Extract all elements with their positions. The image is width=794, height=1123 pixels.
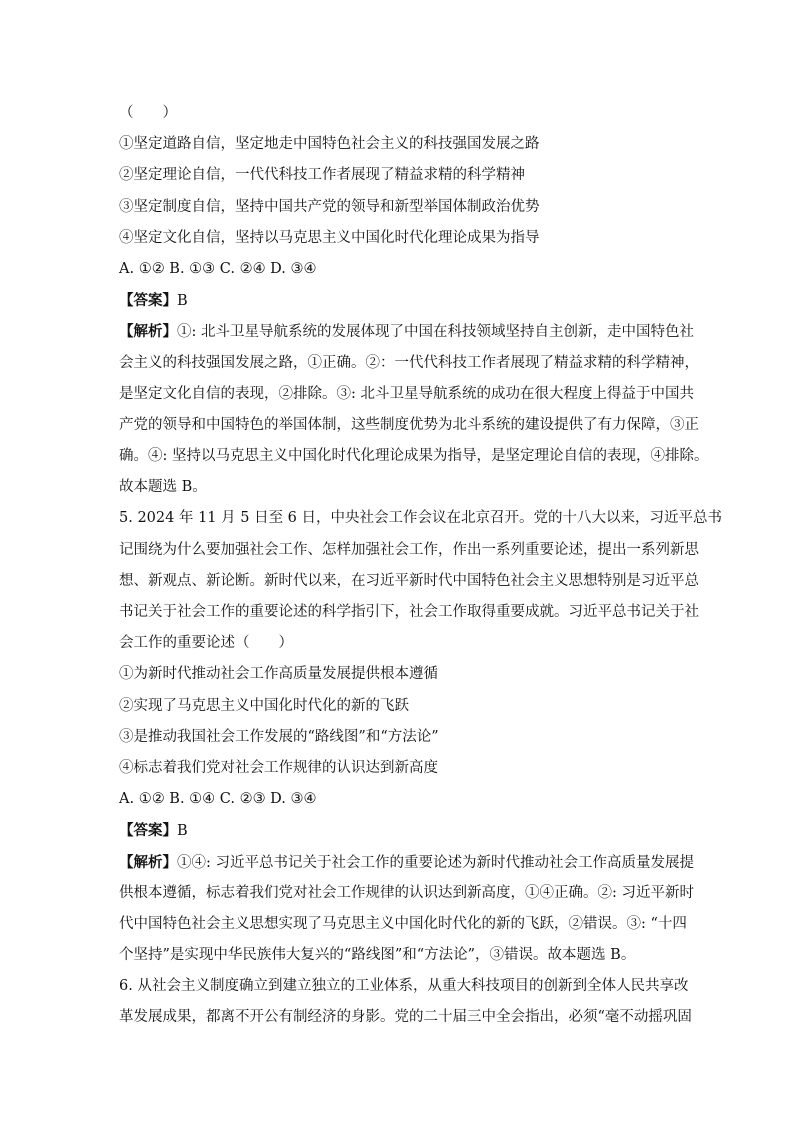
q4-choices: A. ①② B. ①③ C. ②④ D. ③④ <box>119 260 317 277</box>
q4-option-3: ③坚定制度自信，坚持中国共产党的领导和新型举国体制政治优势 <box>119 198 540 215</box>
q5-analysis-line-3: 代中国特色社会主义思想实现了马克思主义中国化时代化的新的飞跃，②错误。③: “十四 <box>119 915 687 932</box>
q5-analysis-line-2: 供根本遵循，标志着我们党对社会工作规律的认识达到新高度，①④正确。②: 习近平新时 <box>119 884 694 901</box>
q4-analysis-line-3: 是坚定文化自信的表现，②排除。③: 北斗卫星导航系统的成功在很大程度上得益于中国共 <box>119 385 694 402</box>
q4-analysis-tag: 【解析】 <box>119 323 177 341</box>
q4-answer-tag: 【答案】 <box>119 292 177 310</box>
q5-analysis-tag: 【解析】 <box>119 853 177 871</box>
q5-stem-line-3: 想、新观点、新论断。新时代以来，在习近平新时代中国特色社会主义思想特别是习近平总 <box>119 572 699 589</box>
q5-stem-line-5: 会工作的重要论述（ ） <box>119 635 293 652</box>
q5-option-3: ③是推动我国社会工作发展的“路线图”和“方法论” <box>119 728 439 745</box>
q5-answer-line <box>119 815 679 846</box>
q4-answer-line <box>119 285 679 316</box>
q4-option-2: ②坚定理论自信，一代代科技工作者展现了精益求精的科学精神 <box>119 167 525 184</box>
q4-analysis-line-1 <box>119 316 694 347</box>
q5-analysis-text-1: ①④: 习近平总书记关于社会工作的重要论述为新时代推动社会工作高质量发展提 <box>177 854 694 871</box>
q5-analysis-line-1 <box>119 847 694 878</box>
q6-stem-line-2: 革发展成果，都离不开公有制经济的身影。党的二十届三中全会指出，必须“毫不动摇巩固 <box>119 1009 692 1026</box>
q5-answer-value: B <box>177 823 188 840</box>
q5-stem-line-2: 记围绕为什么要加强社会工作、怎样加强社会工作，作出一系列重要论述，提出一系列新思 <box>119 541 699 558</box>
q4-option-4: ④坚定文化自信，坚持以马克思主义中国化时代化理论成果为指导 <box>119 229 540 246</box>
q5-option-4: ④标志着我们党对社会工作规律的认识达到新高度 <box>119 759 438 776</box>
q4-analysis-line-4: 产党的领导和中国特色的举国体制，这些制度优势为北斗系统的建设提供了有力保障，③正 <box>119 416 699 433</box>
q4-analysis-text-1: ①: 北斗卫星导航系统的发展体现了中国在科技领域坚持自主创新，走中国特色社 <box>177 324 694 341</box>
q5-answer-tag: 【答案】 <box>119 822 177 840</box>
document-content <box>119 98 723 1034</box>
q4-stem-tail: （ ） <box>119 105 177 121</box>
q5-stem-line-1: 5. 2024 年 11 月 5 日至 6 日，中央社会工作会议在北京召开。党的十八大以来，习近平总书 <box>119 510 723 527</box>
q5-option-1: ①为新时代推动社会工作高质量发展提供根本遵循 <box>119 666 438 683</box>
q5-choices: A. ①② B. ①④ C. ②③ D. ③④ <box>119 791 317 808</box>
q4-option-1: ①坚定道路自信，坚定地走中国特色社会主义的科技强国发展之路 <box>119 136 540 153</box>
q4-analysis-line-5: 确。④: 坚持以马克思主义中国化时代化理论成果为指导，是坚定理论自信的表现，④排除。 <box>119 448 709 465</box>
q5-stem-line-4: 书记关于社会工作的重要论述的科学指引下，社会工作取得重要成就。习近平总书记关于社 <box>119 604 699 620</box>
q5-analysis-line-4: 个坚持”是实现中华民族伟大复兴的“路线图”和“方法论”，③错误。故本题选 B。 <box>119 947 636 964</box>
q4-analysis-line-6: 故本题选 B。 <box>119 479 207 496</box>
q5-option-2: ②实现了马克思主义中国化时代化的新的飞跃 <box>119 697 409 714</box>
q4-analysis-line-2: 会主义的科技强国发展之路，①正确。②：一代代科技工作者展现了精益求精的科学精神， <box>119 354 699 371</box>
q4-answer-value: B <box>177 293 188 310</box>
q6-stem-line-1: 6. 从社会主义制度确立到建立独立的工业体系，从重大科技项目的创新到全体人民共享改 <box>119 978 689 995</box>
